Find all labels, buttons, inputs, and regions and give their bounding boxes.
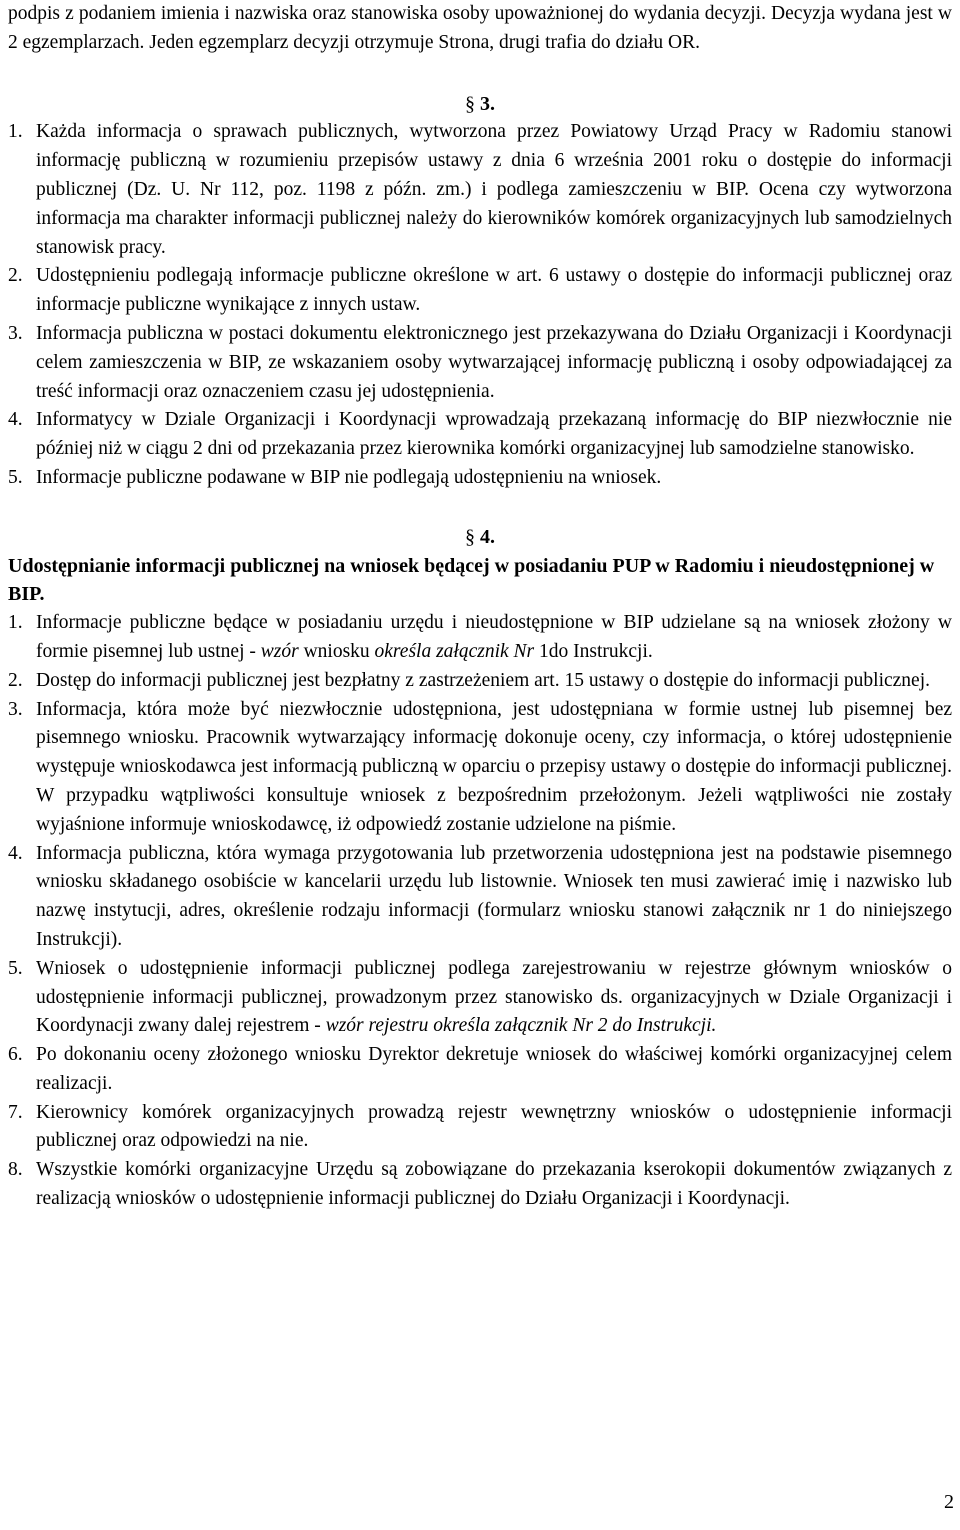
section-3-heading	[0, 90, 960, 119]
item-marker: 3.	[8, 698, 23, 720]
item-text: Wniosek o udostępnienie informacji publicznej podlega zarejestrowaniu w rejestrze głównym wniosków o udostępnienie informacji publicznej, prowadzonym przez stanowisko ds. organizacyjnych w Dziale Organizacji i Koordynacji zwany dalej rejestrem -	[36, 957, 952, 1037]
item-text: wniosku	[298, 640, 375, 662]
intro-paragraph: podpis z podaniem imienia i nazwiska oraz stanowiska osoby upoważnionej do wydania decyzji. Decyzja wydana jest w 2 egzemplarzach. Jeden egzemplarz decyzji otrzymuje Strona, drugi trafia do działu OR.	[8, 3, 952, 53]
item-text: Informacje publiczne będące w posiadaniu urzędu i nieudostępnione w BIP udzielane są na wniosek złożony w formie pisemnej lub ustnej -	[36, 612, 952, 662]
list-item	[8, 1099, 952, 1157]
list-item	[8, 696, 952, 840]
item-text: Po dokonaniu oceny złożonego wniosku Dyrektor dekretuje wniosek do właściwej komórki organizacyjnej celem realizacji.	[36, 1044, 952, 1094]
item-marker: 3.	[8, 322, 23, 344]
item-text: Informacja publiczna w postaci dokumentu elektronicznego jest przekazywana do Działu Organizacji i Koordynacji celem zamieszczenia w BIP, ze wskazaniem osoby wytwarzającej informację publiczną i osoby odpowiadającej za treść informacji oraz oznaczeniem czasu jej udostępnienia.	[36, 322, 952, 402]
item-text-italic: wzór rejestru określa załącznik Nr 2 do Instrukcji.	[325, 1015, 717, 1037]
section-4-list	[0, 609, 960, 1214]
list-item	[8, 667, 952, 696]
list-item	[8, 955, 952, 1041]
list-item	[8, 406, 952, 464]
item-marker: 1.	[8, 612, 23, 634]
item-text-italic: określa załącznik Nr	[374, 640, 535, 662]
item-text: Informacja, która może być niezwłocznie udostępniona, jest udostępniana w formie ustnej lub pisemnej bez pisemnego wniosku. Pracownik wytwarzający informację dokonuje oceny, czy informacja, o której udostępnienie występuje wnioskodawca jest informacją publiczną w oparciu o przepisy ustawy o dostępie do informacji publicznej. W przypadku wątpliwości konsultuje wniosek z bezpośrednim przełożonym. Jeżeli wątpliwości nie zostały wyjaśnione informuje wnioskodawcę, iż odpowiedź zostanie udzielone na piśmie.	[36, 698, 952, 835]
section-symbol: §	[465, 525, 475, 548]
item-text: Informatycy w Dziale Organizacji i Koordynacji wprowadzają przekazaną informację do BIP niezwłocznie nie później niż w ciągu 2 dni od przekazania przez kierownika komórki organizacyjnej lub samodzielne stanowisko.	[36, 409, 952, 460]
list-item	[8, 1041, 952, 1099]
item-text: Dostęp do informacji publicznej jest bezpłatny z zastrzeżeniem art. 15 ustawy o dostępie do informacji publicznej.	[36, 669, 930, 691]
item-marker: 4.	[8, 842, 23, 864]
section-number: 4.	[480, 525, 495, 548]
item-marker: 8.	[8, 1159, 23, 1181]
list-item	[8, 320, 952, 406]
item-marker: 1.	[8, 121, 23, 143]
item-text: Każda informacja o sprawach publicznych, wytworzona przez Powiatowy Urząd Pracy w Radomiu stanowi informację publiczną w rozumieniu przepisów ustawy z dnia 6 września 2001 roku o dostępie do informacji publicznej (Dz. U. Nr 112, poz. 1198 z późn. zm.) i podlega zamieszczeniu w BIP. Ocena czy wytworzona informacja ma charakter informacji publicznej należy do kierowników komórek organizacyjnych lub samodzielnych stanowisk pracy.	[36, 121, 952, 258]
item-text: Kierownicy komórek organizacyjnych prowadzą rejestr wewnętrzny wniosków o udostępnienie informacji publicznej oraz odpowiedzi na nie.	[36, 1101, 952, 1152]
item-marker: 6.	[8, 1044, 23, 1066]
item-marker: 2.	[8, 669, 23, 691]
list-item	[8, 118, 952, 262]
item-text-italic: wzór	[260, 640, 299, 662]
item-marker: 7.	[8, 1101, 23, 1123]
list-item	[8, 609, 952, 667]
item-marker: 4.	[8, 409, 23, 431]
item-marker: 5.	[8, 957, 23, 979]
list-item	[8, 464, 952, 493]
section-3-list	[0, 118, 960, 492]
list-item	[8, 1156, 952, 1214]
section-4-title: Udostępnianie informacji publicznej na wniosek będącej w posiadaniu PUP w Radomiu i nieudostępnionej w BIP.	[8, 554, 935, 606]
item-marker: 5.	[8, 466, 23, 488]
item-text: Wszystkie komórki organizacyjne Urzędu są zobowiązane do przekazania kserokopii dokumentów związanych z realizacją wniosków o udostępnienie informacji publicznej do Działu Organizacji i Koordynacji.	[36, 1159, 952, 1210]
list-item	[8, 262, 952, 320]
section-number: 3.	[480, 92, 495, 115]
item-text: 1do Instrukcji.	[534, 640, 653, 662]
section-symbol: §	[465, 92, 475, 115]
section-4-heading	[0, 523, 960, 552]
item-text: Informacje publiczne podawane w BIP nie podlegają udostępnieniu na wniosek.	[36, 466, 662, 488]
item-text: Informacja publiczna, która wymaga przygotowania lub przetworzenia udostępniona jest na podstawie pisemnego wniosku składanego osobiście w kancelarii urzędu lub listownie. Wniosek ten musi zawierać imię i nazwisko lub nazwę instytucji, adres, określenie rodzaju informacji (formularz wniosku stanowi załącznik nr 1 do niniejszego Instrukcji).	[36, 842, 952, 950]
list-item	[8, 840, 952, 955]
item-text: Udostępnieniu podlegają informacje publiczne określone w art. 6 ustawy o dostępie do informacji publicznej oraz informacje publiczne wynikające z innych ustaw.	[36, 265, 952, 316]
page-number: 2	[944, 1491, 954, 1513]
item-marker: 2.	[8, 265, 23, 287]
